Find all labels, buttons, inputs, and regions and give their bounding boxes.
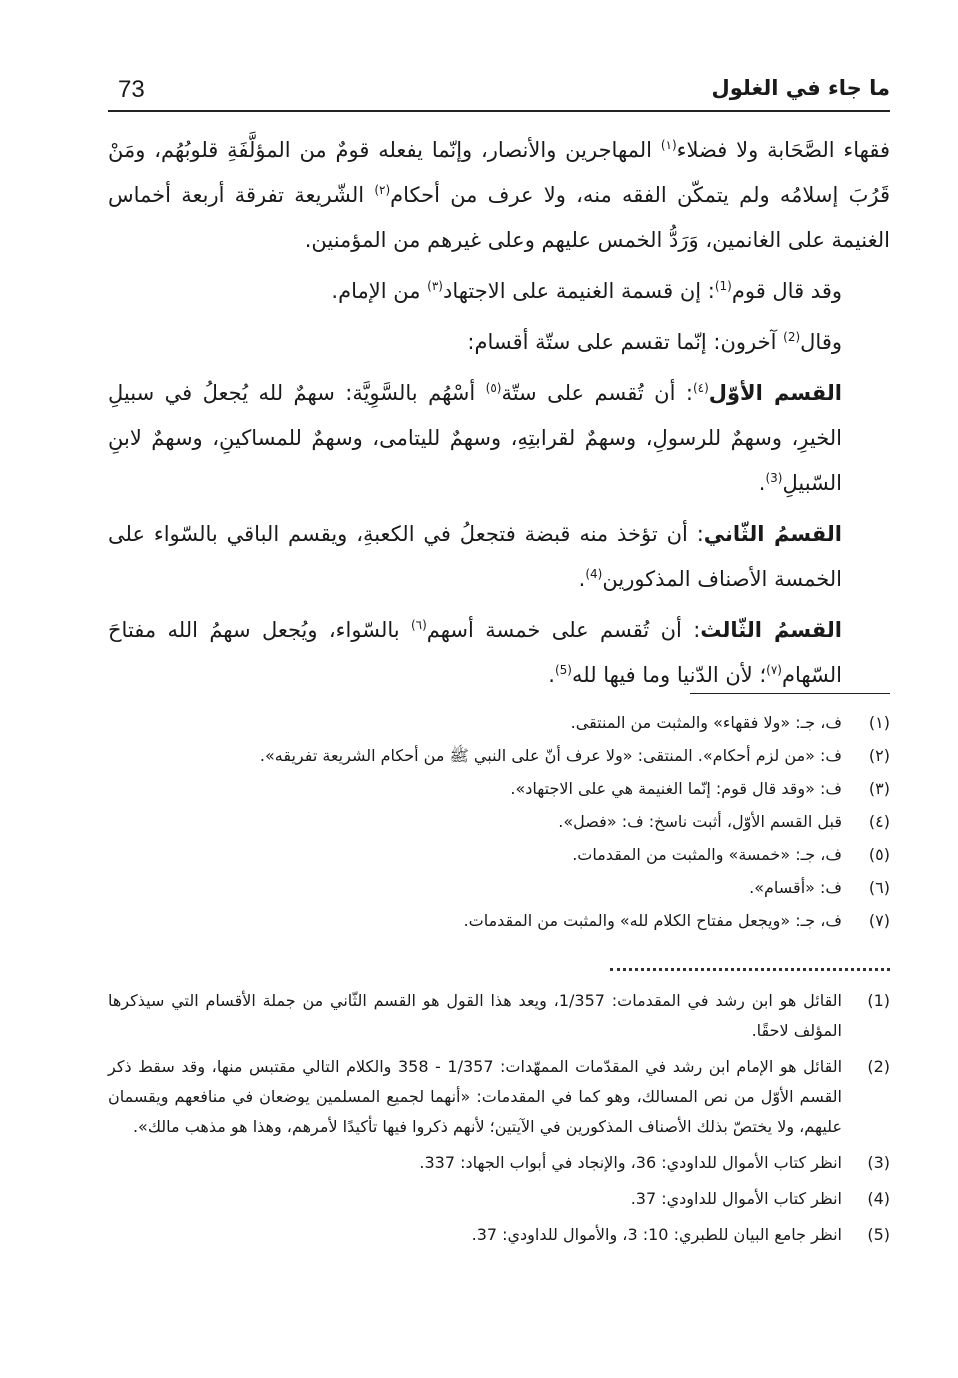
paragraph-2: وقد قال قوم$^{(1)}$: إن قسمة الغنيمة على الاجتهاد$^{(٣)}$ من الإمام.	[331, 279, 842, 303]
footnote-item: (٦) ف: «أقسام».	[749, 878, 890, 897]
page-header	[108, 72, 890, 106]
footnote-ref: (3)	[765, 471, 783, 485]
footnote-ref: (٧)	[766, 663, 782, 677]
paragraph-second-section: القسمُ الثّاني: أن تؤخذ منه قبضة فتجعلُ في الكعبةِ، ويقسم الباقي بالسّواء على الخمسة الأصناف المذكورين$^{(4)}$.	[108, 522, 842, 591]
footnote-item: (٢) ف: «من لزم أحكام». المنتقى: «ولا عرف أنّ على النبي ﷺ من أحكام الشريعة تفريقه».	[259, 746, 890, 765]
footnote-ref: (٦)	[410, 618, 427, 632]
paragraph-3: وقال$^{(2)}$ آخرون: إنّما تقسم على ستّة أقسام:	[467, 330, 842, 354]
paragraph-third-section: القسمُ الثّالث: أن تُقسم على خمسة أسهم$^{(٦)}$ بالسّواء، ويُجعل سهمُ الله مفتاحَ السّهام$^{(٧)}$؛ لأن الدّنيا وما فيها لله$^{(5)}$.	[108, 618, 842, 687]
page-number: 73	[118, 76, 145, 103]
footnote-item: (٥) ف، جـ: «خمسة» والمثبت من المقدمات.	[572, 845, 890, 864]
footnote-ref: (١)	[660, 138, 677, 152]
footnote-ref: (٣)	[427, 279, 443, 293]
footnote-item: (1) القائل هو ابن رشد في المقدمات: 1/357، ويعد هذا القول هو القسم الثّاني من جملة الأقسام التي سيذكرها المؤلف لاحقًا.	[108, 991, 890, 1040]
footnote-item: (4) انظر كتاب الأموال للداودي: 37.	[630, 1189, 890, 1208]
footnote-ref: (٤)	[692, 381, 709, 395]
footnote-ref: (4)	[585, 567, 603, 581]
section-heading: القسمُ الثّاني	[703, 522, 842, 546]
footnote-ref: (5)	[554, 663, 572, 677]
footnote-item: (١) ف، جـ: «ولا فقهاء» والمثبت من المنتقى.	[570, 713, 890, 732]
footnote-item: (2) القائل هو الإمام ابن رشد في المقدّمات الممهّدات: 1/357 - 358 والكلام التالي مقتبس منها، وقد سقط ذكر القسم الأوّل من نص المسالك، وهو كما في المقدمات: «أنهما لجميع المسلمين يوضعان في منافعهم ويقسمان عليهم، ولا يختصّ بذلك الأصناف المذكورين في الآيتين؛ لأنهم ذكروا فيها تأكيدًا لأمرهم، وهذا هو مذهب مالك».	[108, 1057, 890, 1136]
footnote-rule	[690, 693, 890, 694]
dotted-separator	[610, 968, 890, 971]
footnotes-manuscript	[220, 706, 890, 937]
section-heading: القسم الأوّل	[708, 381, 842, 405]
footnote-item: (٤) قبل القسم الأوّل، أثبت ناسخ: ف: «فصل».	[558, 812, 890, 831]
footnote-ref: (2)	[783, 330, 801, 344]
footnotes-commentary	[108, 986, 890, 1256]
section-heading: القسمُ الثّالث	[700, 618, 842, 642]
footnote-item: (٣) ف: «وقد قال قوم: إنّما الغنيمة هي على الاجتهاد».	[510, 779, 890, 798]
footnote-item: (٧) ف، جـ: «ويجعل مفتاح الكلام لله» والمثبت من المقدمات.	[463, 911, 890, 930]
footnote-ref: (1)	[714, 279, 732, 293]
header-rule	[108, 110, 890, 112]
paragraph-first-section: القسم الأوّل$^{(٤)}$: أن تُقسم على ستّة$^{(٥)}$ أسْهُم بالسَّوِيَّة: سهمٌ لله يُجعلُ في سبيلِ الخيرِ، وسهمٌ للرسولِ، وسهمٌ لقرابتِهِ، وسهمٌ لليتامى، وسهمٌ للمساكينِ، وسهمٌ لابنِ السّبيلِ$^{(3)}$.	[108, 381, 842, 495]
footnote-ref: (٢)	[374, 183, 391, 197]
footnote-item: (3) انظر كتاب الأموال للداودي: 36، والإنجاد في أبواب الجهاد: 337.	[419, 1153, 890, 1172]
footnote-item: (5) انظر جامع البيان للطبري: 10: 3، والأموال للداودي: 37.	[471, 1225, 890, 1244]
paragraph-1: فقهاء الصَّحَابة ولا فضلاء$^{(١)}$ المهاجرين والأنصار، وإنّما يفعله قومٌ من المؤلَّفَةِ قلوبُهُم، ومَنْ قَرُبَ إسلامُه ولم يتمكّن الفقه منه، ولا عرف من أحكام$^{(٢)}$ الشّريعة تفرقة أربعة أخماس الغنيمة على الغانمين، وَرَدُّ الخمس عليهم وعلى غيرهم من المؤمنين.	[108, 138, 890, 252]
footnote-ref: (٥)	[485, 381, 502, 395]
main-text	[108, 128, 890, 704]
running-title: ما جاء في الغلول	[711, 76, 890, 100]
